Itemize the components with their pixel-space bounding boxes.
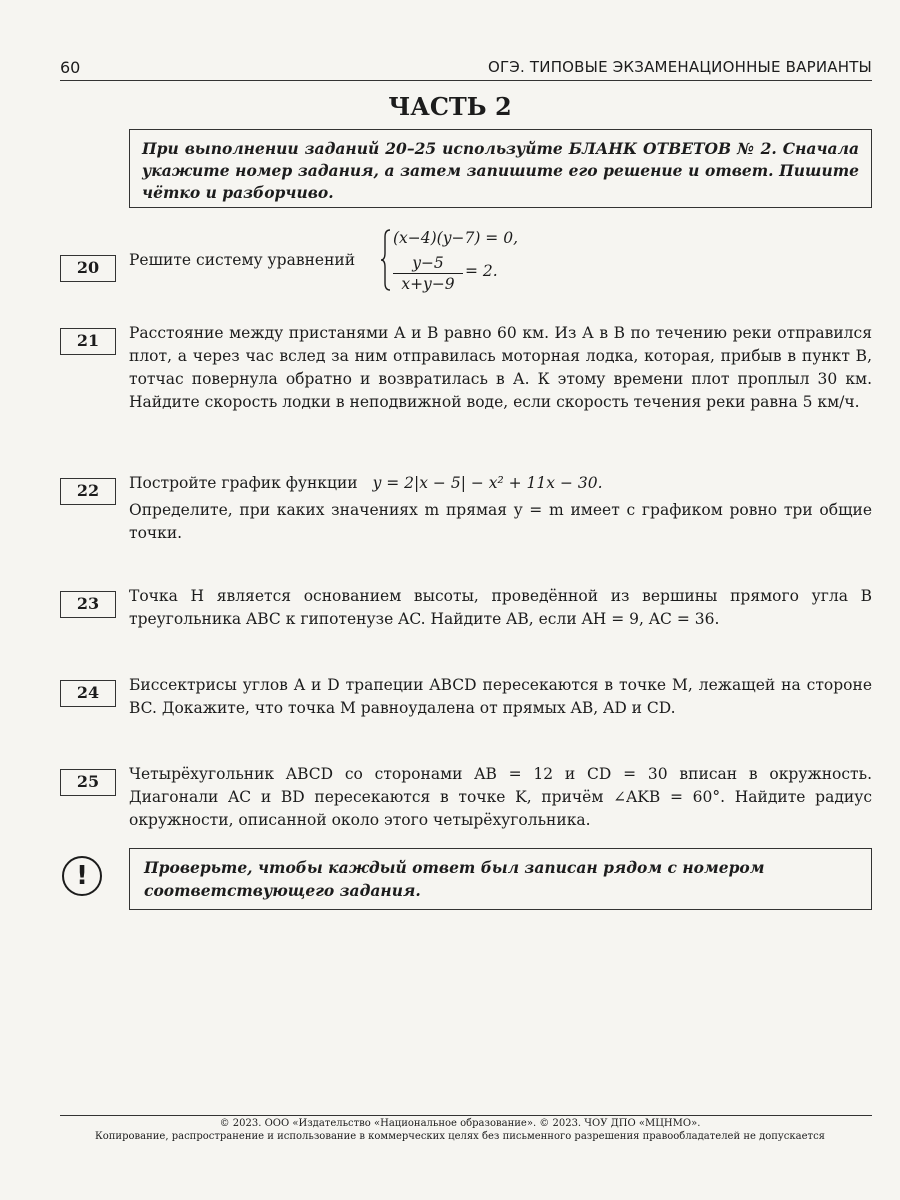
task-22-text (129, 472, 872, 545)
task-20-text: Решите систему уравнений (129, 251, 356, 269)
running-title: ОГЭ. ТИПОВЫЕ ЭКЗАМЕНАЦИОННЫЕ ВАРИАНТЫ (487, 58, 872, 76)
task-21-text: Расстояние между пристанями А и В равно 60 км. Из А в В по течению реки отправился плот, а через час вслед за ним отправилась моторная лодка, которая, прибыв в пункт В, тотчас повернула обратно и возвратилась в А. К этому времени плот проплыл 30 км. Найдите скорость лодки в неподвижной воде, если скорость течения реки равна 5 км/ч. (129, 324, 872, 411)
equation-system (381, 227, 561, 293)
equation-1: (x−4)(y−7) = 0, (393, 229, 519, 247)
task-number-23: 23 (60, 591, 116, 618)
task-22-line2: Определите, при каких значениях m прямая y = m имеет с графиком ровно три общие точки. (129, 501, 872, 542)
footer-divider (60, 1115, 872, 1116)
task-number-22: 22 (60, 478, 116, 505)
task-24-text: Биссектрисы углов A и D трапеции ABCD пересекаются в точке M, лежащей на стороне BC. Докажите, что точка M равноудалена от прямых AB, AD и CD. (129, 676, 872, 717)
brace-icon (381, 229, 391, 291)
part-title: ЧАСТЬ 2 (388, 92, 512, 121)
exclamation-icon: ! (62, 856, 102, 896)
page-number: 60 (60, 58, 81, 77)
equation-2-fraction (393, 254, 463, 293)
task-number-25: 25 (60, 769, 116, 796)
footer-copyright: © 2023. ООО «Издательство «Национальное образование». © 2023. ЧОУ ДПО «МЦНМО». (219, 1118, 701, 1129)
fraction-bar (393, 273, 463, 274)
task-number-24: 24 (60, 680, 116, 707)
fraction-denominator: x+y−9 (401, 275, 455, 293)
footer-notice: Копирование, распространение и использование в коммерческих целях без письменного разрешения правообладателей не допускается (95, 1131, 825, 1142)
equation-2-rhs: = 2. (465, 262, 498, 280)
task-23-text: Точка H является основанием высоты, проведённой из вершины прямого угла B треугольника ABC к гипотенузе AC. Найдите AB, если AH = 9, AC = 36. (129, 587, 872, 628)
fraction-numerator: y−5 (412, 254, 444, 272)
task-22-formula: y = 2|x − 5| − x² + 11x − 30. (372, 474, 603, 492)
warning-box: Проверьте, чтобы каждый ответ был записан рядом с номером соответствующего задания. (129, 848, 872, 910)
task-number-20: 20 (60, 255, 116, 282)
task-22-line1: Постройте график функции (129, 474, 358, 492)
task-25-text: Четырёхугольник ABCD со сторонами AB = 12 и CD = 30 вписан в окружность. Диагонали AC и BD пересекаются в точке K, причём ∠AKB = 60°. Найдите радиус окружности, описанной около этого четырёхугольника. (129, 765, 872, 829)
page-header (60, 56, 872, 81)
instruction-box: При выполнении заданий 20–25 используйте БЛАНК ОТВЕТОВ № 2. Сначала укажите номер задания, а затем запишите его решение и ответ. Пишите чётко и разборчиво. (129, 129, 872, 208)
task-number-21: 21 (60, 328, 116, 355)
